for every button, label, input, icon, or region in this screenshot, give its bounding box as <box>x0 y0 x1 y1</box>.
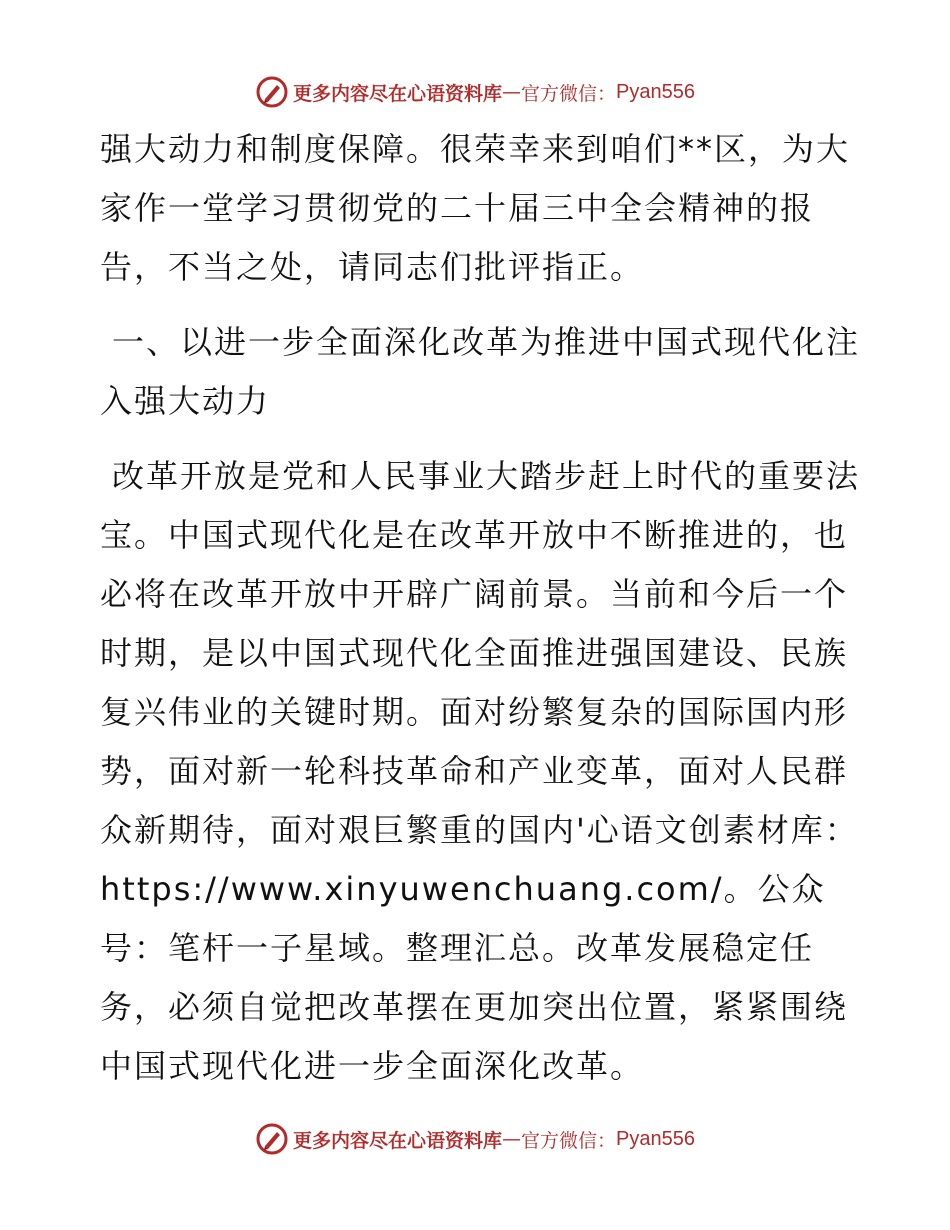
header-banner <box>0 72 950 112</box>
header-separator: — <box>502 81 522 103</box>
paragraph-intro: 强大动力和制度保障。很荣幸来到咱们**区，为大家作一堂学习贯彻党的二十届三中全会精神的报告，不当之处，请同志们批评指正。 <box>100 130 851 286</box>
pen-logo-icon <box>255 1122 289 1156</box>
header-wechat-id: Pyan556 <box>616 80 695 103</box>
footer-library-text: 更多内容尽在心语资料库 <box>293 1129 503 1152</box>
header-library-text: 更多内容尽在心语资料库 <box>293 82 503 105</box>
pen-logo-icon <box>255 75 289 109</box>
document-body <box>100 120 860 1096</box>
footer-banner <box>0 1119 950 1159</box>
footer-wechat-label: 官方微信： <box>521 1129 617 1152</box>
header-wechat-label: 官方微信： <box>521 82 617 105</box>
footer-wechat-id: Pyan556 <box>616 1127 695 1150</box>
section-heading-1: 一、以进一步全面深化改革为推进中国式现代化注入强大动力 <box>100 323 861 420</box>
footer-separator: — <box>502 1128 522 1150</box>
paragraph-reform: 改革开放是党和人民事业大踏步赶上时代的重要法宝。中国式现代化是在改革开放中不断推进的，也必将在改革开放中开辟广阔前景。当前和今后一个时期，是以中国式现代化全面推进强国建设、民族复兴伟业的关键时期。面对纷繁复杂的国际国内形势，面对新一轮科技革命和产业变革，面对人民群众新期待，面对艰巨繁重的国内'心语文创素材库：https://www.xinyuwenchuang.com/。公众号：笔杆一子星域。整理汇总。改革发展稳定任务，必须自觉把改革摆在更加突出位置，紧紧围绕中国式现代化进一步全面深化改革。 <box>100 457 861 1085</box>
